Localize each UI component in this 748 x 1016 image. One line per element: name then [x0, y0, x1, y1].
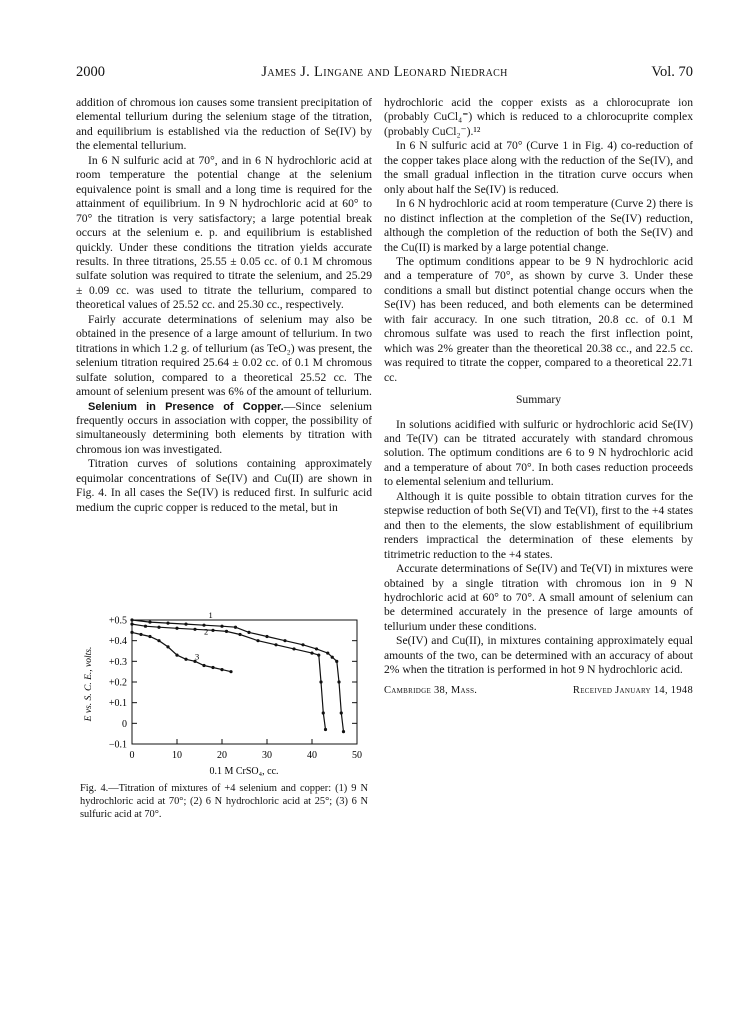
data-point	[335, 660, 338, 663]
x-axis-label: 0.1 M CrSO₄, cc.	[209, 766, 279, 777]
x-tick-label: 0	[129, 750, 135, 761]
data-point	[292, 647, 295, 650]
summary-paragraph: Although it is quite possible to obtain titration curves for the stepwise reduction of both Se(VI) and Te(VI), first to the +4 states and then to the elements, the slow establishment of equilibrium renders impractical the determination of these elements by titrimetric reduction to the +4 states.	[384, 489, 693, 561]
data-point	[148, 620, 151, 623]
runin-heading: Selenium in Presence of Copper.	[88, 400, 284, 413]
y-tick-label: +0.1	[108, 698, 127, 710]
paragraph: In 6 N sulfuric acid at 70°, and in 6 N hydrochloric acid at room temperature the potential change at the selenium equivalence point is small and a long time is required for the attainment of equilibrium. In 9 N hydrochloric acid at 60° to 70° the titration is very satisfactory; a large potential break occurs at the selenium e. p. and equilibrium is established quickly. Under these conditions the titration yields accurate results. In three titrations, 25.55 ± 0.05 cc. of 0.1 M chromous sulfate solution was required to titrate the selenium, and 25.29 ± 0.09 cc. was used to titrate the tellurium, compared to theoretical values of 25.52 cc. and 25.30 cc., respectively.	[76, 153, 372, 312]
data-point	[175, 654, 178, 657]
paragraph: addition of chromous ion causes some transient precipitation of elemental tellurium during the selenium stage of the titration, and equilibrium is established via the reduction of Se(IV) by the elemental tellurium.	[76, 96, 372, 153]
paragraph: Fairly accurate determinations of selenium may also be obtained in the presence of a large amount of tellurium. In two titrations in which 1.2 g. of tellurium (as TeO₂) was present, the selenium titration required 25.64 ± 0.02 cc. of 0.1 M chromous sulfate solution, compared to a theoretical 25.52 cc. The amount of selenium present was 6% of the amount of tellurium.	[76, 312, 372, 399]
paragraph-text: —Since selenium frequently occurs in association with copper, the possibility of simultaneously determining both elements by titration with chromous ion was investigated.	[76, 399, 373, 456]
data-point	[274, 643, 277, 646]
series-line-2	[132, 624, 326, 729]
volume-label: Vol. 70	[651, 64, 693, 80]
data-point	[193, 628, 196, 631]
data-point	[211, 629, 214, 632]
x-axis-ticks	[130, 739, 363, 761]
figure-caption: Fig. 4.—Titration of mixtures of +4 selenium and copper: (1) 9 N hydrochloric acid at 70°; (2) 6 N hydrochloric acid at 25°; (3) 6 N sulfuric acid at 70°.	[80, 783, 368, 820]
x-tick-label: 10	[172, 750, 182, 761]
dateline	[384, 684, 693, 698]
figure-4	[76, 606, 372, 778]
affiliation: Cambridge 38, Mass.	[384, 684, 478, 696]
paragraph: hydrochloric acid the copper exists as a chlorocuprate ion (probably CuCl₄⁼) which is reduced to a chlorocuprite complex (probably CuCl₂⁻).¹²	[384, 96, 693, 138]
data-point	[234, 626, 237, 629]
data-point	[315, 647, 318, 650]
data-point	[342, 730, 345, 733]
summary-heading: Summary	[515, 393, 562, 407]
plot-frame	[132, 620, 357, 744]
data-point	[148, 635, 151, 638]
data-point	[157, 626, 160, 629]
data-point	[202, 664, 205, 667]
received-date: Received January 14, 1948	[572, 684, 693, 696]
paragraph: The optimum conditions appear to be 9 N hydrochloric acid and a temperature of 70°, as shown by curve 3. Under these conditions a small but distinct potential change occurs when the Se(IV) has been reduced, and both elements can be determined with fair accuracy. In one such titration, 20.8 cc. of 0.1 M chromous sulfate was used to reach the first inflection point, which was 2% greater than the theoretical 20.38 cc., and 22.5 cc. was required to titrate the copper, compared to a theoretical 22.71 cc.	[384, 254, 693, 384]
data-point	[337, 680, 340, 683]
paragraph: In 6 N sulfuric acid at 70° (Curve 1 in Fig. 4) co-reduction of the copper takes place along with the reduction of the Se(IV), and the small gradual inflection in the titration curve occurs when only about half the Se(IV) is reduced.	[384, 139, 693, 196]
data-point	[130, 618, 133, 621]
data-point	[130, 623, 133, 626]
left-column	[76, 96, 372, 515]
data-point	[130, 631, 133, 634]
y-tick-label: +0.5	[108, 615, 127, 627]
data-point	[301, 643, 304, 646]
data-point	[283, 639, 286, 642]
data-point	[220, 625, 223, 628]
data-point	[310, 651, 313, 654]
data-point	[322, 711, 325, 714]
right-column	[384, 96, 693, 698]
data-point	[326, 651, 329, 654]
paragraph: Titration curves of solutions containing approximately equimolar concentrations of Se(IV) and Cu(II) are shown in Fig. 4. In all cases the Se(IV) is reduced first. In sulfuric acid medium the cupric copper is reduced to the metal, but in	[76, 457, 372, 514]
data-point	[238, 633, 241, 636]
data-point	[324, 728, 327, 731]
running-title: James J. Lingane and Leonard Niedrach	[261, 64, 508, 80]
data-point	[211, 666, 214, 669]
series-lines	[130, 610, 345, 733]
data-point	[229, 670, 232, 673]
data-point	[175, 627, 178, 630]
data-point	[166, 622, 169, 625]
running-header	[76, 64, 693, 84]
summary-paragraph: Se(IV) and Cu(II), in mixtures containing approximately equal amounts of the two, can be determined with an accuracy of about 2% when the titration is performed in hot 9 N hydrochloric acid.	[384, 634, 693, 677]
section-paragraph	[76, 400, 372, 458]
data-point	[265, 635, 268, 638]
data-point	[247, 631, 250, 634]
x-tick-label: 40	[307, 750, 317, 761]
data-point	[139, 633, 142, 636]
y-tick-label: 0	[122, 718, 127, 730]
y-tick-label: +0.4	[108, 636, 127, 648]
summary-paragraph: Accurate determinations of Se(IV) and Te(VI) in mixtures were obtained by a single titration with chromous ion in 9 N hydrochloric acid at 60° to 70°. A small amount of selenium can be determined accurately in the presence of large amounts of tellurium under these conditions.	[384, 562, 693, 633]
summary-paragraph: In solutions acidified with sulfuric or hydrochloric acid Se(IV) and Te(IV) can be titrated accurately with standard chromous solution. The optimum conditions are 6 to 9 N hydrochloric acid and a temperature of about 70°. In both cases reduction proceeds to elemental selenium and tellurium.	[384, 417, 693, 489]
x-tick-label: 50	[352, 750, 362, 761]
data-point	[331, 656, 334, 659]
series-line-3	[132, 632, 231, 671]
y-tick-label: −0.1	[108, 739, 127, 751]
data-point	[184, 658, 187, 661]
data-point	[317, 654, 320, 657]
series-label: 1	[208, 609, 213, 620]
y-axis-label: E vs. S. C. E., volts.	[84, 646, 94, 722]
x-tick-label: 30	[262, 750, 272, 761]
series-label: 3	[195, 651, 200, 662]
paragraph: In 6 N hydrochloric acid at room temperature (Curve 2) there is no distinct inflection at the completion of the Se(IV) reduction, although the completion of the reduction of both the Se(IV) and the Cu(II) is marked by a large potential change.	[384, 197, 693, 254]
series-line-1	[132, 620, 344, 732]
data-point	[184, 623, 187, 626]
data-point	[166, 645, 169, 648]
data-point	[340, 711, 343, 714]
titration-chart	[76, 606, 372, 778]
data-point	[144, 625, 147, 628]
data-point	[225, 630, 228, 633]
series-label: 2	[204, 626, 209, 637]
x-tick-label: 20	[217, 750, 227, 761]
data-point	[220, 668, 223, 671]
page-number: 2000	[76, 64, 105, 80]
y-tick-label: +0.2	[108, 677, 127, 689]
data-point	[319, 680, 322, 683]
y-tick-label: +0.3	[108, 656, 127, 668]
data-point	[157, 639, 160, 642]
data-point	[256, 639, 259, 642]
